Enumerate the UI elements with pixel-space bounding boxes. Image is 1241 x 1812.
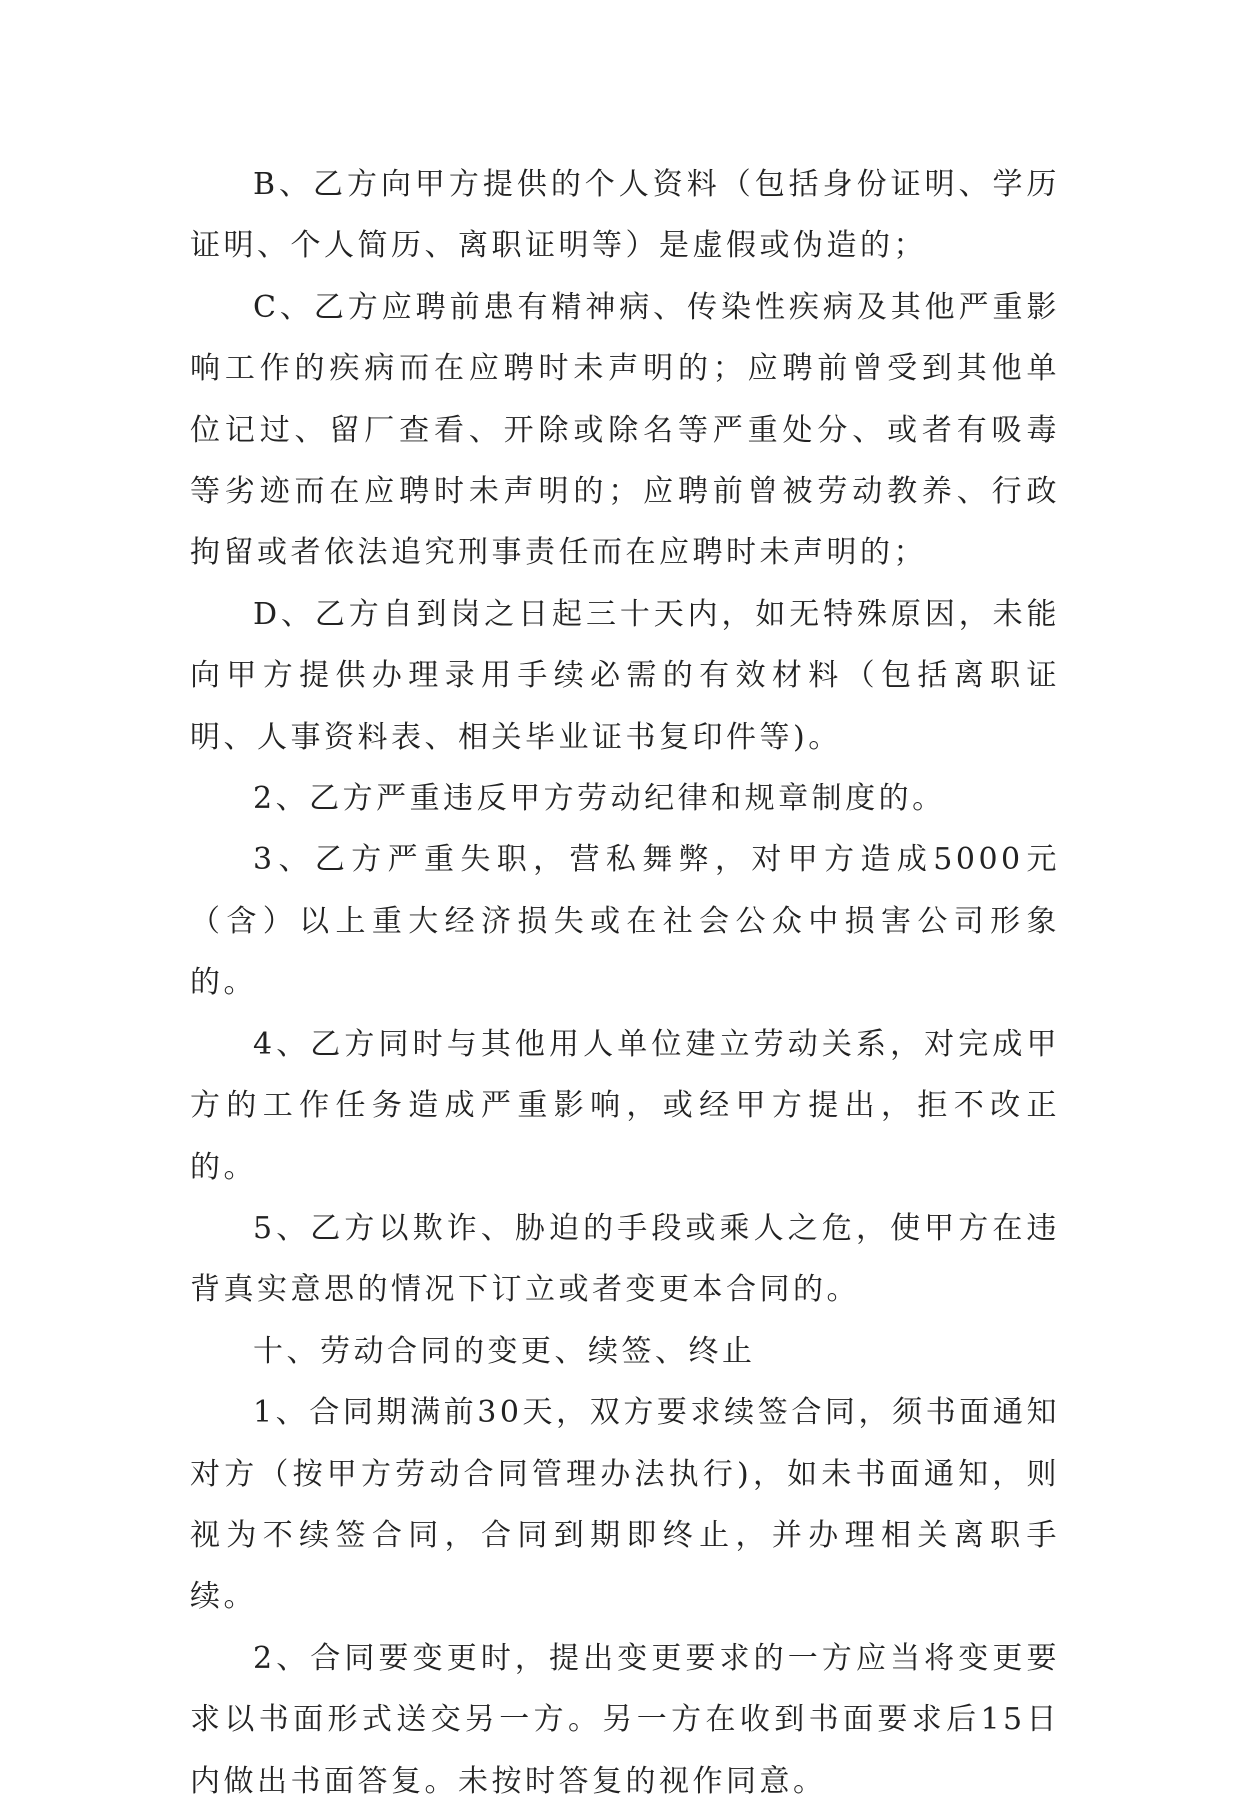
section-heading: 十、劳动合同的变更、续签、终止 xyxy=(253,1333,756,1369)
clause-2: 2、乙方严重违反甲方劳动纪律和规章制度的。 xyxy=(253,781,946,817)
section-clause-2: 2、合同要变更时，提出变更要求的一方应当将变更要求以书面形式送交另一方。另一方在收到书面要求后15日内做出书面答复。未按时答复的视作同意。 xyxy=(190,1640,1060,1799)
clause-d: D、乙方自到岗之日起三十天内，如无特殊原因，未能向甲方提供办理录用手续必需的有效材料（包括离职证明、人事资料表、相关毕业证书复印件等)。 xyxy=(190,596,1060,755)
section-clause-1: 1、合同期满前30天，双方要求续签合同，须书面通知对方（按甲方劳动合同管理办法执行)，如未书面通知，则视为不续签合同，合同到期即终止，并办理相关离职手续。 xyxy=(190,1395,1060,1615)
clause-3: 3、乙方严重失职，营私舞弊，对甲方造成5000元（含）以上重大经济损失或在社会公众中损害公司形象的。 xyxy=(190,842,1060,1001)
clause-4: 4、乙方同时与其他用人单位建立劳动关系，对完成甲方的工作任务造成严重影响，或经甲方提出，拒不改正的。 xyxy=(190,1026,1060,1185)
document-body xyxy=(190,154,1060,1812)
clause-5: 5、乙方以欺诈、胁迫的手段或乘人之危，使甲方在违背真实意思的情况下订立或者变更本合同的。 xyxy=(190,1210,1060,1308)
clause-c: C、乙方应聘前患有精神病、传染性疾病及其他严重影响工作的疾病而在应聘时未声明的；应聘前曾受到其他单位记过、留厂查看、开除或除名等严重处分、或者有吸毒等劣迹而在应聘时未声明的；应聘前曾被劳动教养、行政拘留或者依法追究刑事责任而在应聘时未声明的； xyxy=(190,289,1060,571)
clause-b: B、乙方向甲方提供的个人资料（包括身份证明、学历证明、个人简历、离职证明等）是虚假或伪造的； xyxy=(190,167,1060,264)
